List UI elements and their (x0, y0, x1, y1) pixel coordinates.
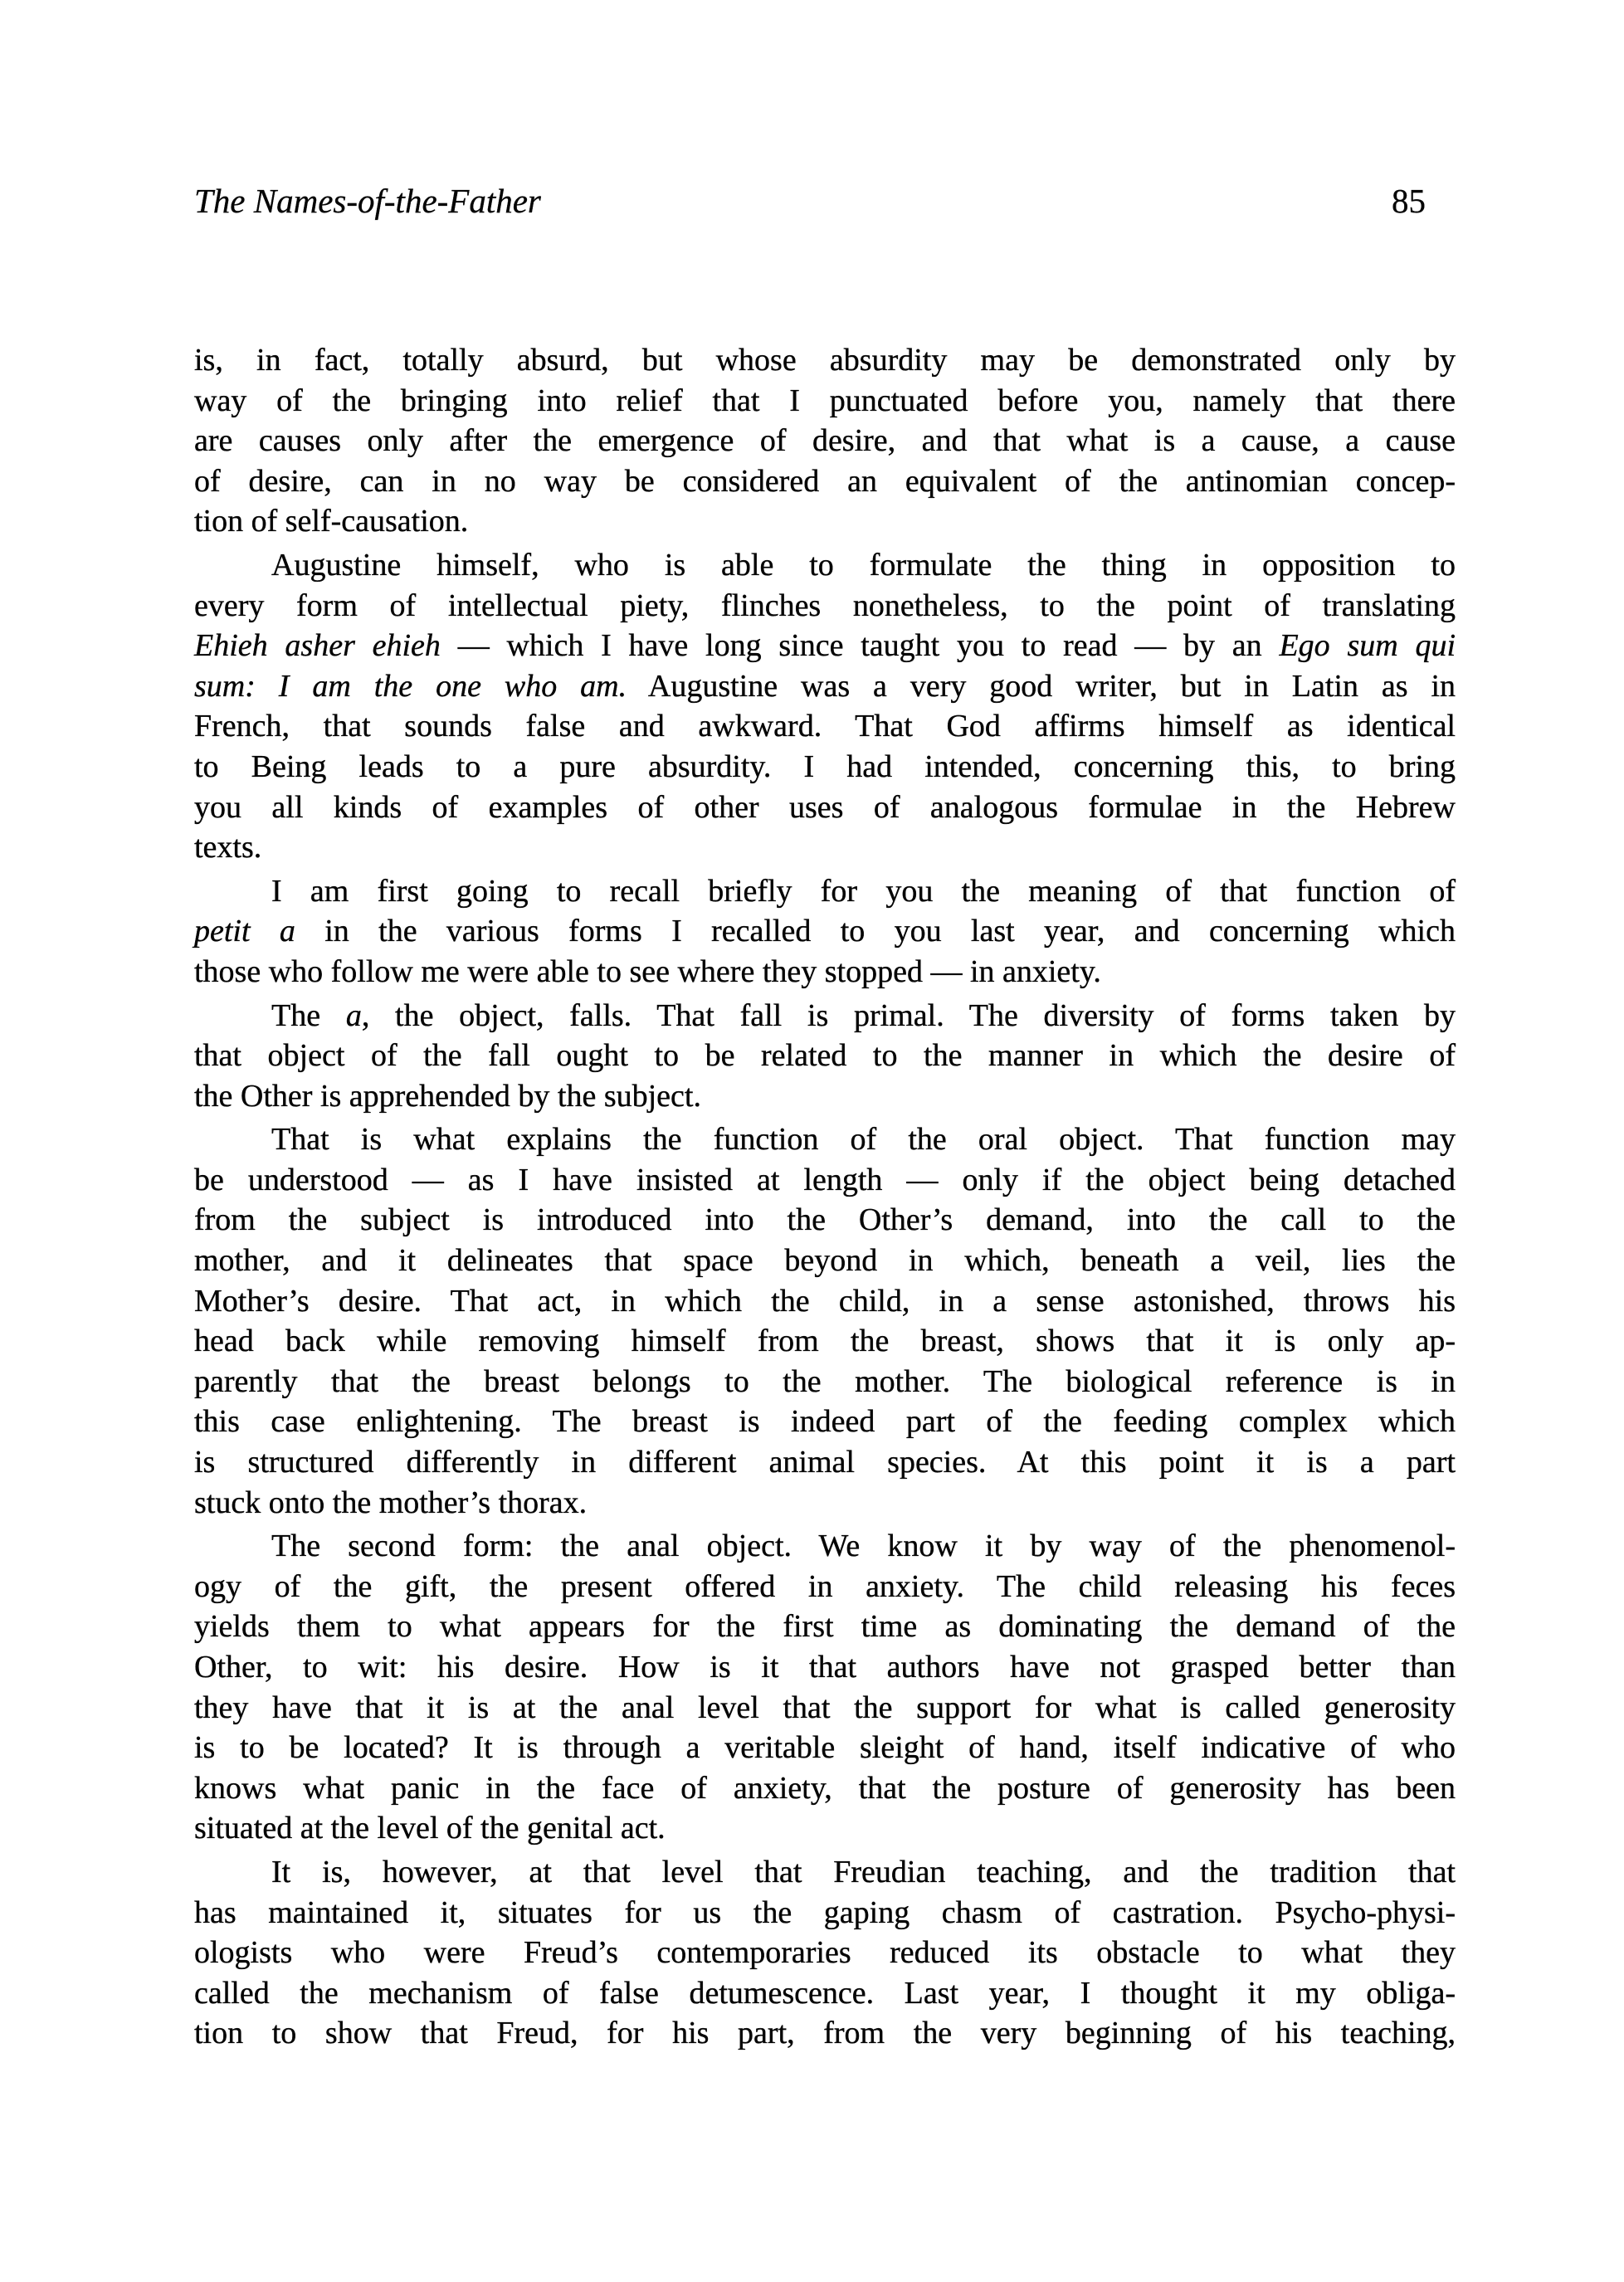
text-line: is, in fact, totally absurd, but whose absurdity may be demonstrated only by (194, 343, 1456, 378)
text-line: The second form: the anal object. We know it by way of the phenomenol- (271, 1529, 1456, 1564)
text-line: yields them to what appears for the first time as dominating the demand of the (194, 1609, 1456, 1645)
text-line: has maintained it, situates for us the gaping chasm of castration. Psycho-physi- (194, 1894, 1456, 1930)
text-line: petit a in the various forms I recalled to you last year, and concerning which (194, 914, 1456, 949)
text-line: mother, and it delineates that space beyond in which, beneath a veil, lies the (194, 1243, 1456, 1279)
text-line: tion of self-causation. (194, 504, 469, 539)
text-line: way of the bringing into relief that I punctuated before you, namely that there (194, 383, 1456, 418)
text-line: That is what explains the function of the oral object. That function may (271, 1122, 1456, 1158)
text-line: called the mechanism of false detumescence. Last year, I thought it my obliga- (194, 1975, 1456, 2011)
text-line: French, that sounds false and awkward. That God affirms himself as identical (194, 709, 1456, 744)
paragraph (194, 996, 1456, 1117)
text-line: those who follow me were able to see where they stopped — in anxiety. (194, 953, 1101, 989)
text-line: head back while removing himself from the breast, shows that it is only ap- (194, 1324, 1456, 1359)
text-line: that object of the fall ought to be related to the manner in which the desire of (194, 1038, 1456, 1074)
text-line: every form of intellectual piety, flinches nonetheless, to the point of translating (194, 588, 1456, 623)
text-line: Other, to wit: his desire. How is it that authors have not grasped better than (194, 1650, 1456, 1685)
text-line: of desire, can in no way be considered an equivalent of the antinomian concep- (194, 463, 1456, 499)
paragraph (194, 340, 1456, 542)
text-line: ologists who were Freud’s contemporaries reduced its obstacle to what they (194, 1935, 1456, 1971)
text-line: is structured differently in different animal species. At this point it is a part (194, 1445, 1456, 1480)
text-line: knows what panic in the face of anxiety, that the posture of generosity has been (194, 1770, 1456, 1806)
paragraph (194, 871, 1456, 992)
paragraph (194, 1526, 1456, 1849)
text-line: you all kinds of examples of other uses of analogous formulae in the Hebrew (194, 789, 1456, 825)
text-line: situated at the level of the genital act. (194, 1811, 666, 1846)
text-line: are causes only after the emergence of desire, and that what is a cause, a cause (194, 423, 1456, 459)
text-line: be understood — as I have insisted at length — only if the object being detached (194, 1162, 1456, 1197)
text-line: texts. (194, 830, 262, 866)
text-block (194, 340, 1456, 2054)
text-line: sum: I am the one who am. Augustine was a very good writer, but in Latin as in (194, 668, 1456, 704)
text-line: tion to show that Freud, for his part, from the very beginning of his teaching, (194, 2016, 1456, 2051)
text-line: is to be located? It is through a veritable sleight of hand, itself indicative of who (194, 1730, 1456, 1766)
text-line: they have that it is at the anal level that the support for what is called generosity (194, 1690, 1456, 1725)
text-line: ogy of the gift, the present offered in anxiety. The child releasing his feces (194, 1568, 1456, 1604)
text-line: I am first going to recall briefly for you the meaning of that function of (271, 873, 1456, 909)
text-line: Augustine himself, who is able to formulate the thing in opposition to (271, 547, 1456, 583)
page-number: 85 (1392, 182, 1426, 220)
paragraph (194, 1119, 1456, 1523)
text-line: It is, however, at that level that Freudian teaching, and the tradition that (271, 1854, 1456, 1889)
paragraph (194, 545, 1456, 868)
text-line: this case enlightening. The breast is indeed part of the feeding complex which (194, 1404, 1456, 1440)
text-line: to Being leads to a pure absurdity. I had intended, concerning this, to bring (194, 748, 1456, 784)
text-line: Mother’s desire. That act, in which the child, in a sense astonished, throws his (194, 1283, 1456, 1319)
paragraph (194, 1852, 1456, 2054)
running-header (194, 181, 1456, 221)
text-line: from the subject is introduced into the Other’s demand, into the call to the (194, 1202, 1456, 1238)
text-line: parently that the breast belongs to the mother. The biological reference is in (194, 1363, 1456, 1399)
text-line: the Other is apprehended by the subject. (194, 1078, 701, 1114)
page-title: The Names-of-the-Father (194, 182, 541, 220)
text-line: The a, the object, falls. That fall is primal. The diversity of forms taken by (271, 997, 1456, 1033)
text-line: stuck onto the mother’s thorax. (194, 1485, 588, 1520)
text-line: Ehieh asher ehieh — which I have long since taught you to read — by an Ego sum qui (194, 628, 1456, 664)
